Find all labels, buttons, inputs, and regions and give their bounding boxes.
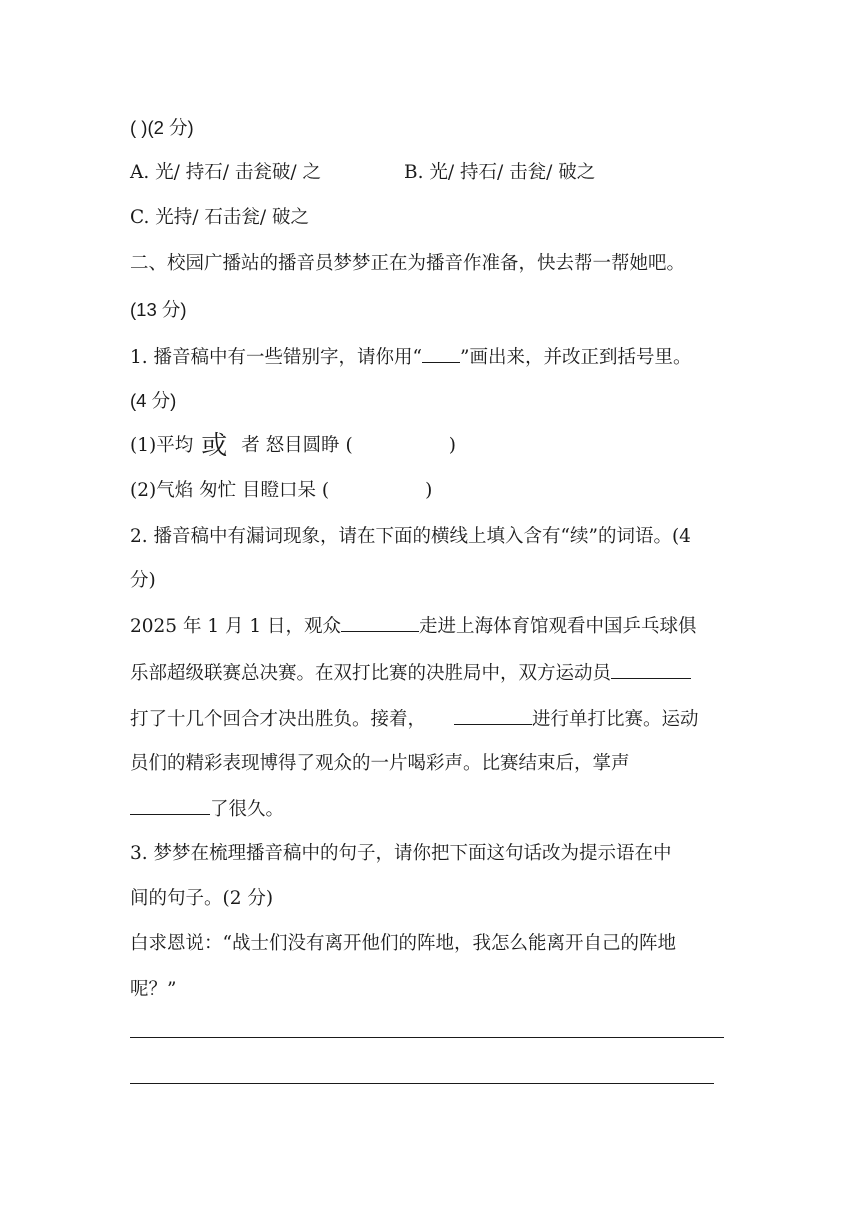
- answer-line-1[interactable]: [130, 1037, 724, 1038]
- row2-words: (2)气焰 匆忙 目瞪口呆 (: [130, 480, 330, 501]
- row1-words: 者 怒目圆睁 (: [241, 435, 353, 456]
- row1-start: (1)平均: [130, 435, 194, 456]
- item2-passage-line5: [130, 796, 284, 820]
- underline-sample: [422, 344, 460, 363]
- row1-highlight-char: 或: [201, 431, 228, 461]
- fill-blank-1[interactable]: [341, 613, 419, 632]
- item3-prompt-cont: 间的句子。(2 分): [130, 888, 274, 909]
- row1-close-paren: ): [448, 435, 456, 456]
- row2-close-paren: ): [425, 480, 433, 501]
- item3-quote-line1: 白求恩说：“战士们没有离开他们的阵地，我怎么能离开自己的阵地: [130, 933, 676, 954]
- option-b: B. 光/ 持石/ 击瓮/ 破之: [404, 162, 596, 183]
- answer-paren-line: ( )(2 分): [130, 117, 194, 138]
- fill-blank-3[interactable]: [454, 706, 532, 725]
- fill-blank-4[interactable]: [130, 796, 210, 815]
- item1-prompt: [130, 344, 691, 368]
- item2-prompt-cont: 分): [130, 570, 156, 591]
- passage1-end: 走进上海体育馆观看中国乒乓球俱: [419, 616, 697, 637]
- passage1-start: 2025 年 1 月 1 日，观众: [130, 616, 342, 637]
- item3-prompt: 3. 梦梦在梳理播音稿中的句子，请你把下面这句话改为提示语在中: [130, 843, 672, 864]
- item2-passage-line4: 员们的精彩表现博得了观众的一片喝彩声。比赛结束后，掌声: [130, 753, 630, 774]
- item1-prompt-end: ”画出来，并改正到括号里。: [460, 347, 692, 368]
- item2-passage-line3: [130, 706, 699, 730]
- item1-score: (4 分): [130, 390, 177, 411]
- item1-prompt-start: 1. 播音稿中有一些错别字，请你用“: [130, 347, 422, 368]
- option-a: A. 光/ 持石/ 击瓮破/ 之: [130, 162, 321, 183]
- item1-row2: [130, 479, 432, 503]
- section-score: (13 分): [130, 299, 187, 320]
- item3-quote-line2: 呢？”: [130, 979, 177, 1000]
- passage5-text: 了很久。: [210, 799, 285, 820]
- item2-passage-line2: [130, 660, 691, 684]
- passage3-end: 进行单打比赛。运动: [532, 709, 699, 730]
- passage3-start: 打了十几个回合才决出胜负。接着，: [130, 709, 427, 730]
- item2-passage-line1: [130, 613, 697, 637]
- passage2-text: 乐部超级联赛总决赛。在双打比赛的决胜局中，双方运动员: [130, 663, 612, 684]
- option-c: C. 光持/ 石击瓮/ 破之: [130, 207, 309, 228]
- section-title: 二、校园广播站的播音员梦梦正在为播音作准备，快去帮一帮她吧。: [130, 253, 686, 274]
- answer-line-2[interactable]: [130, 1083, 714, 1084]
- item1-row1: [130, 431, 456, 461]
- item2-prompt: 2. 播音稿中有漏词现象，请在下面的横线上填入含有“续”的词语。(4: [130, 526, 691, 547]
- fill-blank-2[interactable]: [611, 660, 691, 679]
